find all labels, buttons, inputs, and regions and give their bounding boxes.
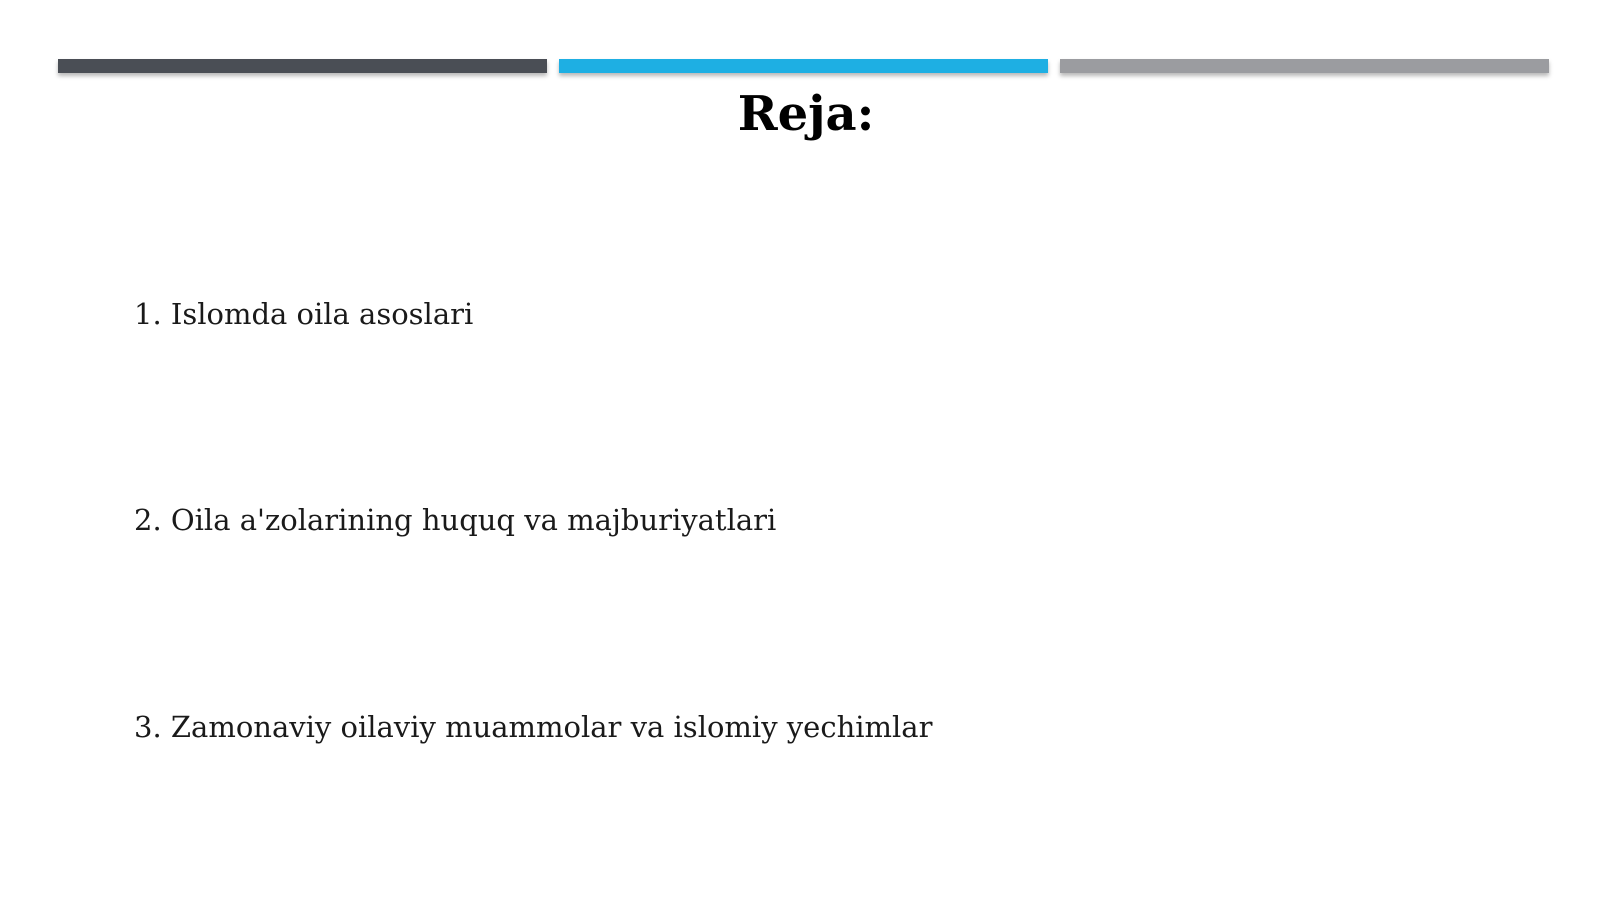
accent-bar-dark [58, 59, 547, 73]
accent-bars [58, 59, 1549, 73]
slide-title: Reja: [737, 86, 875, 142]
accent-bar-blue [559, 59, 1048, 73]
accent-bar-gray [1060, 59, 1549, 73]
plan-item-1: 1. Islomda oila asoslari [134, 297, 474, 331]
plan-item-2: 2. Oila a'zolarining huquq va majburiyatlari [134, 503, 777, 537]
plan-item-3: 3. Zamonaviy oilaviy muammolar va islomiy yechimlar [134, 710, 933, 744]
